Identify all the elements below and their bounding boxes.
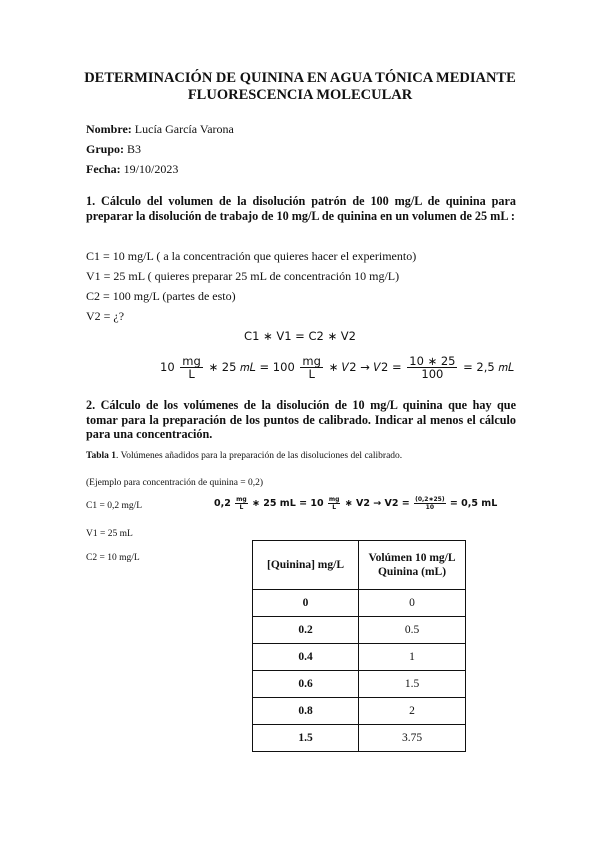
document-title [60,70,540,104]
eq2-unit-num-2: mg [328,496,340,503]
eq2-unit-num-1: mg [236,496,247,503]
header-concentration: [Quinina] mg/L [253,541,359,590]
cell-concentration: 0.4 [253,644,359,671]
section1-line-v1: V1 = 25 mL ( quieres preparar 25 mL de concentración 10 mg/L) [86,269,400,283]
eq1-main-frac [407,355,457,380]
cell-concentration: 0.2 [253,617,359,644]
cell-concentration: 0.6 [253,671,359,698]
section1-line-v2: V2 = ¿? [86,309,125,323]
section2-equation [214,496,497,511]
eq1-a: 10 [160,360,175,374]
eq1-unit-num-1: mg [182,354,201,368]
cell-volume: 0 [359,590,466,617]
section2-c2: C2 = 10 mg/L [86,553,140,563]
eq1-b: ∗ 25 𝑚𝐿 = 100 [208,360,295,374]
section1-formula: C1 ∗ V1 = C2 ∗ V2 [244,329,356,343]
table-header-row [253,541,466,590]
cell-volume: 2 [359,698,466,725]
cell-volume: 0.5 [359,617,466,644]
grupo-label: Grupo: [86,142,125,156]
header-volume: Volúmen 10 mg/L Quinina (mL) [359,541,466,590]
grupo-value: B3 [127,142,142,156]
meta-nombre [86,122,234,137]
eq1-unit-den-1: L [188,367,195,381]
eq1-unit-num-2: mg [302,354,321,368]
section1-line-c1: C1 = 10 mg/L ( a la concentración que quieres hacer el experimento) [86,249,417,263]
eq2-frac-num: (0,2∗25) [415,496,445,503]
section1-line-c2: C2 = 100 mg/L (partes de esto) [86,289,236,303]
eq1-frac-den: 100 [421,367,444,381]
calibration-table [252,540,466,752]
eq2-main-frac [414,496,446,511]
eq2-unit-den-2: L [332,504,337,511]
cell-concentration: 1.5 [253,725,359,752]
table-row [253,725,466,752]
caption-label: Tabla 1 [86,451,117,461]
meta-fecha [86,162,178,177]
table-row [253,590,466,617]
title-line-2: FLUORESCENCIA MOLECULAR [187,87,413,103]
eq2-result: = 0,5 mL [449,498,498,509]
table-row [253,698,466,725]
cell-volume: 3.75 [359,725,466,752]
example-note: (Ejemplo para concentración de quinina = 0,2) [86,478,264,488]
cell-concentration: 0.8 [253,698,359,725]
nombre-value: Lucía García Varona [134,122,234,136]
cell-concentration: 0 [253,590,359,617]
eq1-c: ∗ 𝑉2 → 𝑉2 = [328,360,402,374]
eq1-frac-num: 10 ∗ 25 [409,354,456,368]
caption-text: . Volúmenes añadidos para la preparación de las disoluciones del calibrado. [116,451,403,461]
table-caption [86,451,402,461]
eq1-result: = 2,5 𝑚𝐿 [463,360,515,374]
table-row [253,644,466,671]
table-row [253,617,466,644]
fecha-value: 19/10/2023 [123,162,179,176]
section2-heading: 2. Cálculo de los volúmenes de la disolución de 10 mg/L quinina que hay que tomar para la preparación de los puntos de calibrado. Indicar al menos el cálculo para una concentración. [86,398,516,441]
section1-equation [160,355,514,380]
eq1-unit-den-2: L [308,367,315,381]
eq2-unit-den-1: L [239,504,244,511]
table-row [253,671,466,698]
eq2-frac-den: 10 [425,504,435,511]
eq1-unit-frac-2 [300,355,323,380]
section2-c1: C1 = 0,2 mg/L [86,501,143,511]
eq2-unit-frac-2 [328,496,341,511]
eq2-a: 0,2 [214,498,231,509]
section2-v1: V1 = 25 mL [86,529,133,539]
title-line-1: DETERMINACIÓN DE QUININA EN AGUA TÓNICA MEDIANTE [84,70,516,86]
eq1-unit-frac-1 [180,355,203,380]
fecha-label: Fecha: [86,162,121,176]
meta-grupo [86,142,141,157]
eq2-b: ∗ 25 mL = 10 [252,498,324,509]
nombre-label: Nombre: [86,122,132,136]
eq2-unit-frac-1 [235,496,248,511]
cell-volume: 1 [359,644,466,671]
cell-volume: 1.5 [359,671,466,698]
eq2-c: ∗ V2 → V2 = [344,498,410,509]
section1-heading: 1. Cálculo del volumen de la disolución patrón de 100 mg/L de quinina para preparar la disolución de trabajo de 10 mg/L de quinina en un volumen de 25 mL : [86,194,516,223]
